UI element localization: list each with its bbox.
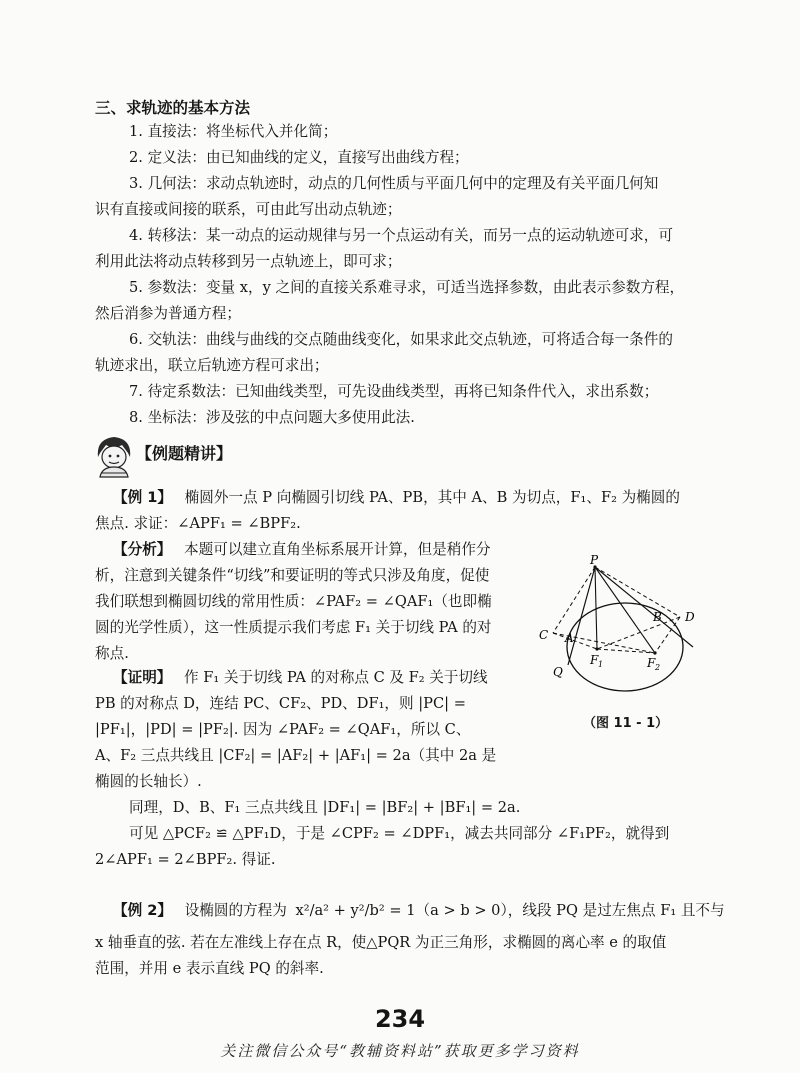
example1-tag: 【例 1】: [113, 489, 173, 506]
method-item: 3. 几何法：求动点轨迹时，动点的几何性质与平面几何中的定理及有关平面几何知: [129, 175, 659, 192]
method-item-cont: 利用此法将动点转移到另一点轨迹上，即可求；: [95, 253, 402, 270]
label-f2-sub: 2: [655, 663, 661, 672]
example1-text: 椭圆外一点 P 向椭圆引切线 PA、PB，其中 A、B 为切点，F₁、F₂ 为椭圆的: [184, 489, 680, 506]
example2-equation: x²/a² + y²/b² = 1（a > b > 0），线段 PQ 是过左焦点 F₁ 且不与: [295, 902, 725, 919]
label-f1-sub: 1: [598, 660, 604, 669]
example2-line: [113, 900, 725, 922]
ellipse-tangent-figure: [535, 555, 715, 705]
proof-text: A、F₂ 三点共线且 |CF₂| = |AF₂| + |AF₁| = 2a（其中 2a 是: [95, 747, 497, 764]
examples-header: 【例题精讲】: [136, 444, 233, 463]
tangent-pb: [595, 567, 693, 647]
label-b: B: [653, 610, 662, 624]
proof-text: 2∠APF₁ = 2∠BPF₂. 得证.: [95, 851, 276, 868]
method-item: 4. 转移法：某一动点的运动规律与另一个点运动有关，而另一点的运动轨迹可求，可: [129, 227, 673, 244]
analysis-text: 析，注意到关键条件“切线”和要证明的等式只涉及角度，促使: [95, 567, 490, 584]
analysis-text: 称点.: [95, 645, 129, 662]
method-item-cont: 轨迹求出，联立后轨迹方程可求出；: [95, 357, 329, 374]
label-d: D: [685, 610, 695, 624]
method-item: 2. 定义法：由已知曲线的定义，直接写出曲线方程；: [129, 149, 469, 166]
figure-caption: （图 11 - 1）: [583, 716, 669, 731]
example2-text: 范围，并用 e 表示直线 PQ 的斜率.: [95, 960, 324, 977]
proof-text: 同理，D、B、F₁ 三点共线且 |DF₁| = |BF₂| + |BF₁| = 2a.: [129, 799, 521, 816]
example2-pre: 设椭圆的方程为: [184, 902, 287, 919]
segment-pd: [595, 567, 680, 617]
page-number: 234: [374, 1005, 426, 1033]
proof-text: 椭圆的长轴长）.: [95, 773, 202, 790]
method-item-cont: 然后消参为普通方程；: [95, 305, 241, 322]
analysis-line: [113, 539, 491, 561]
example1-line: [113, 487, 680, 509]
proof-text: |PF₁|，|PD| = |PF₂|. 因为 ∠PAF₂ = ∠QAF₁，所以 C、: [95, 721, 471, 738]
example1-line2: 焦点. 求证：∠APF₁ = ∠BPF₂.: [95, 515, 301, 532]
example2-text: x 轴垂直的弦. 若在左准线上存在点 R，使△PQR 为正三角形，求椭圆的离心率 e 的取值: [95, 934, 667, 951]
method-item: 7. 待定系数法：已知曲线类型，可先设曲线类型，再将已知条件代入，求出系数；: [129, 383, 659, 400]
method-item: 1. 直接法：将坐标代入并化简；: [129, 123, 338, 140]
analysis-text: 我们联想到椭圆切线的常用性质：∠PAF₂ = ∠QAF₁（也即椭: [95, 593, 492, 610]
cartoon-student-icon: [92, 433, 136, 479]
label-q: Q: [553, 665, 563, 679]
method-item: 8. 坐标法：涉及弦的中点问题大多使用此法.: [129, 409, 415, 426]
label-a: A: [565, 631, 574, 645]
analysis-text: 本题可以建立直角坐标系展开计算，但是稍作分: [184, 541, 491, 558]
label-c: C: [539, 628, 549, 642]
label-f2: F: [647, 656, 656, 670]
segment-pc: [553, 567, 595, 633]
analysis-text: 圆的光学性质），这一性质提示我们考虑 F₁ 关于切线 PA 的对: [95, 619, 492, 636]
tangent-pa: [568, 567, 595, 665]
segment-pf2: [595, 567, 655, 653]
example2-tag: 【例 2】: [113, 902, 173, 919]
proof-text: PB 的对称点 D，连结 PC、CF₂、PD、DF₁，则 |PC| =: [95, 695, 466, 712]
section-title: 三、求轨迹的基本方法: [95, 99, 251, 117]
footer-note: 关注微信公众号“教辅资料站”获取更多学习资料: [220, 1042, 580, 1060]
label-f1: F: [590, 653, 599, 667]
analysis-tag: 【分析】: [113, 541, 172, 558]
proof-text: 作 F₁ 关于切线 PA 的对称点 C 及 F₂ 关于切线: [184, 669, 488, 686]
proof-tag: 【证明】: [113, 669, 172, 686]
method-item: 6. 交轨法：曲线与曲线的交点随曲线变化，如果求此交点轨迹，可将适合每一条件的: [129, 331, 673, 348]
segment-f1f2: [597, 649, 655, 653]
proof-text: 可见 △PCF₂ ≌ △PF₁D，于是 ∠CPF₂ = ∠DPF₁，减去共同部分 ∠F₁PF₂，就得到: [129, 825, 670, 842]
method-item-cont: 识有直接或间接的联系，可由此写出动点轨迹；: [95, 201, 402, 218]
segment-cf1: [553, 633, 597, 649]
label-p: P: [590, 555, 599, 567]
proof-line: [113, 667, 488, 689]
method-item: 5. 参数法：变量 x，y 之间的直接关系难寻求，可适当选择参数，由此表示参数方程，: [129, 279, 685, 296]
